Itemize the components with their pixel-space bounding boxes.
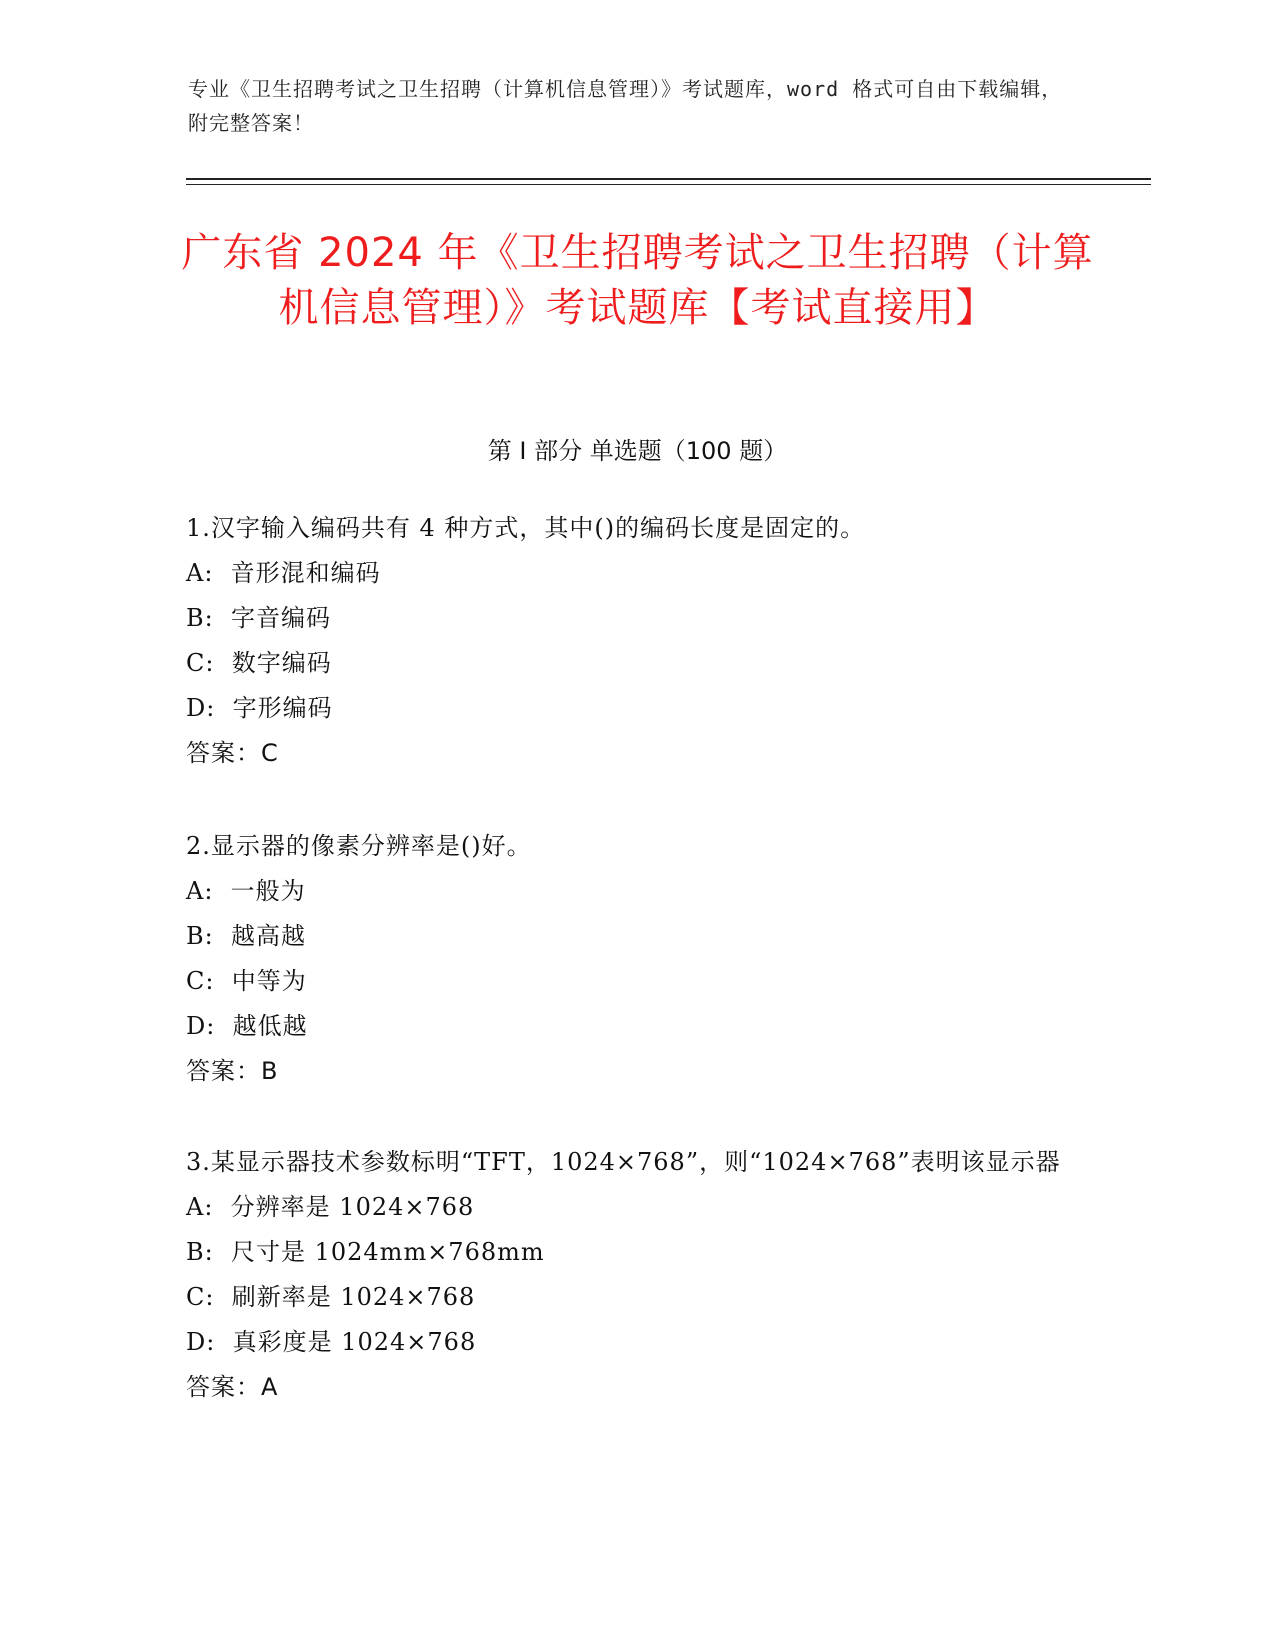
option-a: A: 分辨率是 1024×768 [186, 1193, 475, 1221]
option-c: C: 数字编码 [186, 649, 332, 677]
option-c: C: 中等为 [186, 967, 307, 995]
answer: 答案：A [186, 1373, 279, 1401]
option-b: B: 越高越 [186, 922, 306, 950]
answer: 答案：B [186, 1057, 279, 1085]
question-2 [186, 824, 1086, 1094]
answer: 答案：C [186, 739, 279, 767]
option-d: D: 越低越 [186, 1012, 308, 1040]
document-title: 广东省 2024 年《卫生招聘考试之卫生招聘（计算机信息管理）》考试题库【考试直接用】 [181, 230, 1094, 331]
option-d: D: 字形编码 [186, 694, 333, 722]
question-stem: 3.某显示器技术参数标明“TFT，1024×768”，则“1024×768”表明该显示器 [186, 1148, 1061, 1176]
option-d: D: 真彩度是 1024×768 [186, 1328, 477, 1356]
option-b: B: 字音编码 [186, 604, 331, 632]
option-a: A: 一般为 [186, 877, 306, 905]
header-note: 专业《卫生招聘考试之卫生招聘（计算机信息管理）》考试题库，word 格式可自由下载编辑，附完整答案！ [188, 77, 1063, 135]
option-a: A: 音形混和编码 [186, 559, 381, 587]
option-c: C: 刷新率是 1024×768 [186, 1283, 476, 1311]
question-stem: 2.显示器的像素分辨率是()好。 [186, 832, 532, 860]
question-3 [186, 1140, 1086, 1410]
header-rule-thick [186, 178, 1151, 180]
option-b: B: 尺寸是 1024mm×768mm [186, 1238, 545, 1266]
header-rule-thin [186, 184, 1151, 185]
section-title: 第 I 部分 单选题（100 题） [487, 437, 788, 465]
question-stem: 1.汉字输入编码共有 4 种方式，其中()的编码长度是固定的。 [186, 514, 866, 542]
question-1 [186, 506, 1086, 776]
